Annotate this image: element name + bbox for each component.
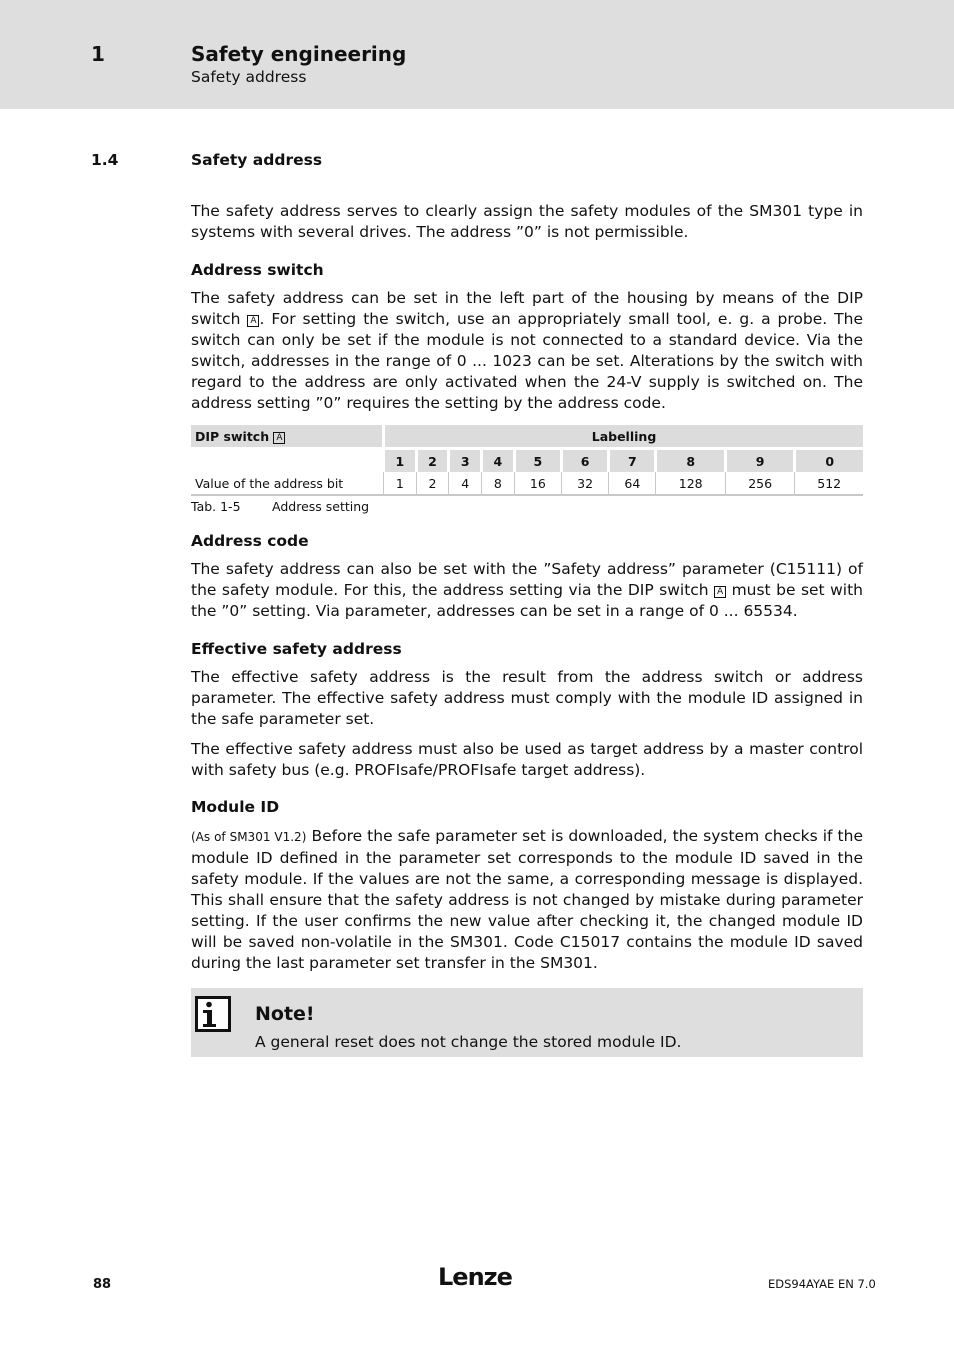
address-switch-heading: Address switch [191, 261, 324, 279]
page-number: 88 [93, 1277, 112, 1292]
header-band [0, 0, 954, 109]
document-id: EDS94AYAE EN 7.0 [768, 1277, 876, 1291]
section-title: Safety address [191, 151, 323, 169]
note-text: A general reset does not change the stored module ID. [255, 1033, 682, 1051]
chapter-title: Safety engineering [191, 42, 407, 66]
table-cell: 512 [795, 472, 863, 495]
effective-address-paragraph-1: The effective safety address is the result from the address switch or address parameter. The effective safety address must comply with the module ID assigned in the safe parameter set. [191, 668, 863, 728]
version-note: (As of SM301 V1.2) [191, 830, 307, 844]
marker-a: A [714, 586, 726, 598]
address-code-paragraph: The safety address can also be set with the ”Safety address” parameter (C15111) of the safety module. For this, the address setting via the DIP switch A must be set with the ”0” setting. Via parameter, addresses can be set in a range of 0 ... 65534. [191, 560, 863, 620]
module-id-heading: Module ID [191, 798, 280, 816]
section-number: 1.4 [91, 151, 119, 169]
table-caption: Tab. 1-5 Address setting [191, 499, 370, 514]
column-header: 4 [482, 449, 515, 473]
table-cell: 8 [482, 472, 515, 495]
address-code-heading: Address code [191, 532, 309, 550]
note-title: Note! [255, 1003, 315, 1025]
info-icon [195, 996, 231, 1032]
column-header: 9 [725, 449, 794, 473]
table-cell: 128 [656, 472, 725, 495]
column-header: 2 [416, 449, 449, 473]
module-id-paragraph: (As of SM301 V1.2) Before the safe parameter set is downloaded, the system checks if the module ID defined in the parameter set corresponds to the module ID saved in the safety module. If the values are not the same, a corresponding message is displayed. This shall ensure that the safety address is not changed by mistake during parameter setting. If the user confirms the new value after checking it, the changed module ID will be saved non-volatile in the SM301. Code C15017 contains the module ID saved during the last parameter set transfer in the SM301. [191, 827, 863, 972]
note-box [191, 988, 863, 1057]
chapter-number: 1 [91, 42, 105, 66]
table-cell: 64 [609, 472, 656, 495]
effective-address-paragraph-2: The effective safety address must also be used as target address by a master control with safety bus (e.g. PROFIsafe/PROFIsafe target address). [191, 740, 863, 779]
address-setting-table [191, 425, 863, 496]
table-cell: 1 [384, 472, 417, 495]
column-header: 8 [656, 449, 725, 473]
table-cell: 16 [514, 472, 561, 495]
lenze-logo: Lenze [438, 1263, 512, 1291]
column-header: 7 [609, 449, 656, 473]
chapter-subtitle: Safety address [191, 68, 307, 86]
column-header: 0 [795, 449, 863, 473]
table-cell: 256 [725, 472, 794, 495]
intro-paragraph: The safety address serves to clearly assign the safety modules of the SM301 type in systems with several drives. The address ”0” is not permissible. [191, 202, 863, 241]
address-switch-paragraph: The safety address can be set in the left part of the housing by means of the DIP switch A . For setting the switch, use an appropriately small tool, e. g. a probe. The switch can only be set if the module is not connected to a standard device. Via the switch, addresses in the range of 0 ... 1023 can be set. Alterations by the switch with regard to the address are only activated when the 24-V supply is switched on. The address setting ”0” requires the setting by the address code. [191, 289, 863, 412]
column-header: 1 [384, 449, 417, 473]
row-label: Value of the address bit [191, 472, 384, 495]
table-cell: 4 [449, 472, 482, 495]
column-header: 6 [561, 449, 608, 473]
marker-a: A [247, 315, 259, 327]
labelling-header: Labelling [384, 425, 864, 449]
table-cell: 32 [561, 472, 608, 495]
column-header: 3 [449, 449, 482, 473]
column-header: 5 [514, 449, 561, 473]
effective-address-heading: Effective safety address [191, 640, 402, 658]
table-cell: 2 [416, 472, 449, 495]
dip-switch-header: DIP switch A [191, 425, 384, 449]
